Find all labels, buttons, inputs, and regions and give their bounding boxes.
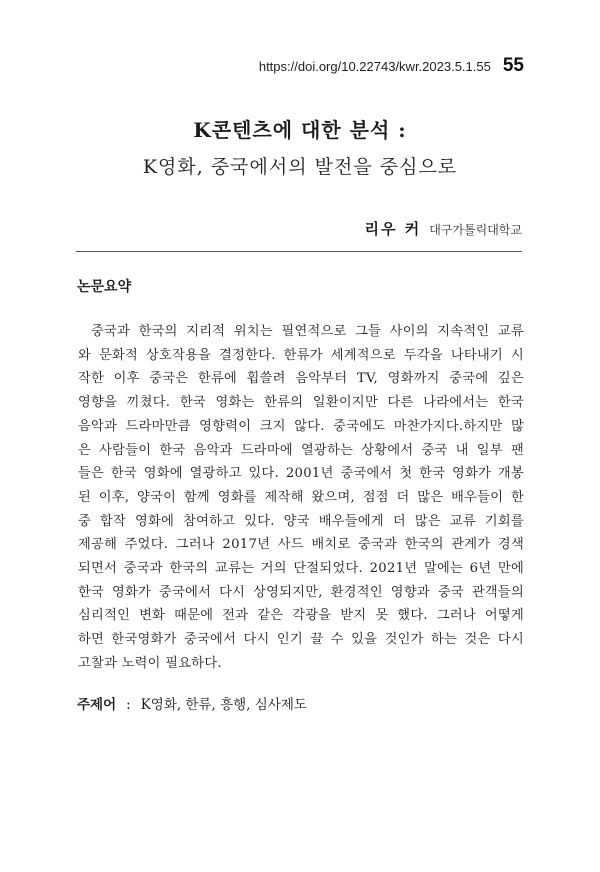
- abstract-line: 한국 영화가 중국에서 다시 상영되지만, 환경적인 영향과 중국 관객들의: [78, 584, 524, 600]
- abstract-line: 은 사람들이 한국 음악과 드라마에 열광하는 상황에서 중국 내 일부 팬: [78, 442, 524, 458]
- abstract-line: 심리적인 변화 때문에 전과 같은 각광을 받지 못 했다. 그러나 어떻게: [78, 608, 524, 624]
- paper-subtitle: K영화, 중국에서의 발전을 중심으로: [142, 156, 458, 178]
- abstract-line: 음악과 드라마만큼 영향력이 크지 않다. 중국에도 마찬가지다.하지만 많: [78, 418, 524, 434]
- abstract-body: [78, 320, 524, 676]
- page-header: [259, 55, 524, 77]
- abstract-line: 중 합작 영화에 참여하고 있다. 양국 배우들에게 더 많은 교류 기회를: [78, 513, 524, 529]
- abstract-line: 되면서 중국과 한국의 교류는 거의 단절되었다. 2021년 말에는 6년 만에: [78, 561, 524, 577]
- doi-link[interactable]: https://doi.org/10.22743/kwr.2023.5.1.55: [258, 59, 491, 74]
- abstract-line: 와 문화적 상호작용을 결정한다. 한류가 세계적으로 두각을 나타내기 시: [78, 347, 524, 363]
- abstract-heading: 논문요약: [77, 279, 132, 295]
- abstract-line: 작한 이후 중국은 한류에 휩쓸려 음악부터 TV, 영화까지 중국에 깊은: [78, 371, 524, 387]
- author-name: 리우 커: [364, 220, 422, 238]
- paper-title: K콘텐츠에 대한 분석 :: [193, 118, 407, 142]
- abstract-line: 된 이후, 양국이 함께 영화를 제작해 왔으며, 점점 더 많은 배우들이 한: [78, 489, 524, 505]
- keywords-label: 주제어: [77, 697, 117, 713]
- author-line: [365, 218, 522, 239]
- abstract-line: 들은 한국 영화에 열광하고 있다. 2001년 중국에서 첫 한국 영화가 개봉: [78, 466, 524, 482]
- abstract-line: 영향을 끼쳤다. 한국 영화는 한류의 일환이지만 다른 나라에서는 한국: [78, 395, 524, 411]
- abstract-line: 제공해 주었다. 그러나 2017년 사드 배치로 중국과 한국의 관계가 경색: [78, 537, 524, 553]
- divider-rule: [76, 251, 522, 252]
- author-affiliation: 대구가톨릭대학교: [429, 223, 522, 237]
- abstract-line: 중국과 한국의 지리적 위치는 필연적으로 그들 사이의 지속적인 교류: [91, 324, 524, 339]
- keywords-line: [77, 693, 307, 713]
- abstract-line: 고찰과 노력이 필요하다.: [78, 655, 222, 671]
- abstract-line: 하면 한국영화가 중국에서 다시 인기 끌 수 있을 것인가 하는 것은 다시: [78, 632, 524, 648]
- keywords-separator: :: [126, 697, 131, 713]
- keywords-values: K영화, 한류, 흥행, 심사제도: [140, 697, 307, 713]
- page-number: 55: [502, 55, 524, 76]
